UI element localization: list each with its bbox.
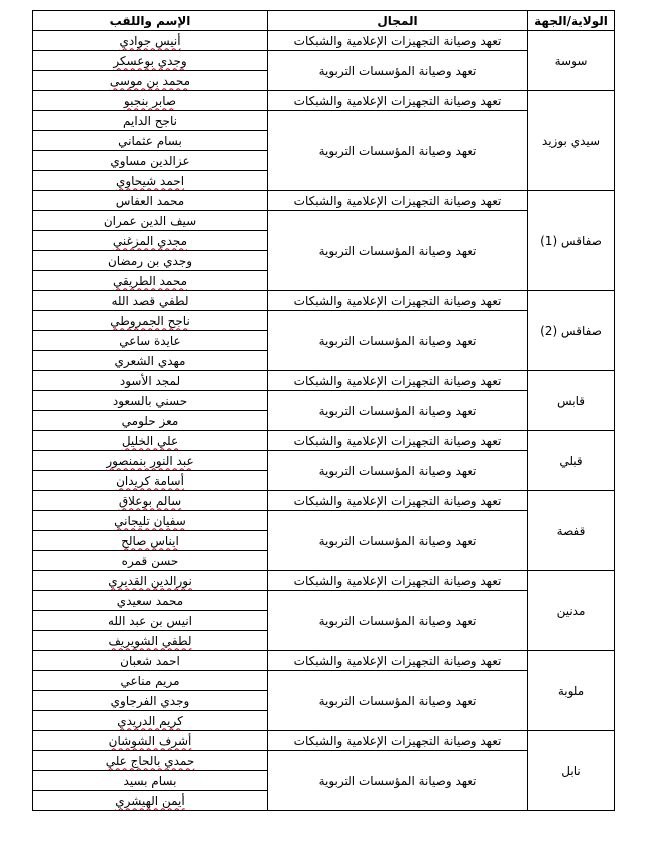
person-name: معز حلومي	[121, 413, 179, 428]
name-cell	[33, 31, 268, 51]
person-name: انيس بن عبد الله	[108, 613, 192, 628]
name-cell	[33, 111, 268, 131]
name-cell	[33, 571, 268, 591]
person-name: احمد شعبان	[120, 653, 180, 668]
person-name: محمد سعيدي	[116, 593, 184, 608]
name-cell	[33, 151, 268, 171]
region-cell: صفاقس (1)	[528, 191, 615, 291]
region-cell: قبلي	[528, 431, 615, 491]
person-name: عبد النور بنمنصور	[106, 453, 194, 468]
table-row	[33, 291, 615, 311]
name-cell	[33, 391, 268, 411]
person-name: ناجح الجمروطي	[110, 313, 190, 328]
field-cell-edu: تعهد وصيانة المؤسسات التربوية	[268, 511, 528, 571]
person-name: لطفي الشويريف	[108, 633, 192, 648]
region-cell: مدنين	[528, 571, 615, 651]
table-row	[33, 451, 615, 471]
person-name: وجدي بوعسكر	[113, 53, 187, 68]
person-name: محمد العفاس	[115, 193, 185, 208]
name-cell	[33, 691, 268, 711]
person-name: أسامة كريدان	[116, 473, 184, 488]
name-cell	[33, 451, 268, 471]
person-name: حمدي بالحاج علي	[105, 753, 195, 768]
name-cell	[33, 551, 268, 571]
name-cell	[33, 611, 268, 631]
person-name: علي الخليل	[121, 433, 179, 448]
table-row	[33, 731, 615, 751]
table-row	[33, 31, 615, 51]
person-name: لطفي قصد الله	[111, 293, 189, 308]
table-row	[33, 571, 615, 591]
region-cell: نابل	[528, 731, 615, 811]
table-row	[33, 511, 615, 531]
name-cell	[33, 371, 268, 391]
field-cell-edu: تعهد وصيانة المؤسسات التربوية	[268, 391, 528, 431]
field-cell-it: تعهد وصيانة التجهيزات الإعلامية والشبكات	[268, 571, 528, 591]
field-cell-it: تعهد وصيانة التجهيزات الإعلامية والشبكات	[268, 731, 528, 751]
person-name: محمد بن موسى	[109, 73, 191, 88]
name-cell	[33, 751, 268, 771]
person-name: عايدة ساعي	[119, 333, 181, 348]
region-cell: صفاقس (2)	[528, 291, 615, 371]
header-name: الإسم واللقب	[33, 11, 268, 31]
table-row	[33, 391, 615, 411]
name-cell	[33, 791, 268, 811]
name-cell	[33, 511, 268, 531]
field-cell-edu: تعهد وصيانة المؤسسات التربوية	[268, 51, 528, 91]
person-name: وجدي بن رمضان	[107, 253, 193, 268]
field-cell-it: تعهد وصيانة التجهيزات الإعلامية والشبكات	[268, 651, 528, 671]
table-row	[33, 651, 615, 671]
field-cell-edu: تعهد وصيانة المؤسسات التربوية	[268, 111, 528, 191]
person-name: احمد شيحاوي	[115, 173, 185, 188]
table-row	[33, 191, 615, 211]
name-cell	[33, 531, 268, 551]
name-cell	[33, 191, 268, 211]
name-cell	[33, 251, 268, 271]
header-row	[33, 11, 615, 31]
name-cell	[33, 291, 268, 311]
table-row	[33, 491, 615, 511]
name-cell	[33, 591, 268, 611]
field-cell-edu: تعهد وصيانة المؤسسات التربوية	[268, 211, 528, 291]
field-cell-edu: تعهد وصيانة المؤسسات التربوية	[268, 591, 528, 651]
region-cell: سيدي بوزيد	[528, 91, 615, 191]
person-name: صابر بنجبو	[123, 93, 177, 108]
person-name: ايناس صالح	[121, 533, 179, 548]
region-cell: ملوبة	[528, 651, 615, 731]
name-cell	[33, 671, 268, 691]
person-name: عزالدين مساوي	[110, 153, 190, 168]
name-cell	[33, 471, 268, 491]
person-name: سالم بوعلاق	[118, 493, 182, 508]
name-cell	[33, 431, 268, 451]
name-cell	[33, 771, 268, 791]
name-cell	[33, 711, 268, 731]
header-region: الولاية/الجهة	[528, 11, 615, 31]
name-cell	[33, 631, 268, 651]
table-row	[33, 51, 615, 71]
person-name: وجدي الفرجاوي	[110, 693, 190, 708]
table-row	[33, 211, 615, 231]
name-cell	[33, 491, 268, 511]
name-cell	[33, 731, 268, 751]
person-name: مهدي الشعري	[114, 353, 186, 368]
person-name: مجدي المزغني	[112, 233, 188, 248]
person-name: أنيس جوادي	[119, 33, 181, 48]
field-cell-it: تعهد وصيانة التجهيزات الإعلامية والشبكات	[268, 31, 528, 51]
person-name: حسني بالسعود	[112, 393, 188, 408]
staff-assignment-table	[32, 10, 615, 811]
person-name: حسن قمره	[121, 553, 179, 568]
name-cell	[33, 211, 268, 231]
person-name: أشرف الشوشان	[108, 733, 192, 748]
name-cell	[33, 351, 268, 371]
region-cell: قابس	[528, 371, 615, 431]
person-name: مريم مناعي	[120, 673, 180, 688]
table-row	[33, 311, 615, 331]
name-cell	[33, 331, 268, 351]
field-cell-edu: تعهد وصيانة المؤسسات التربوية	[268, 671, 528, 731]
table-row	[33, 431, 615, 451]
table-row	[33, 111, 615, 131]
field-cell-edu: تعهد وصيانة المؤسسات التربوية	[268, 451, 528, 491]
field-cell-edu: تعهد وصيانة المؤسسات التربوية	[268, 751, 528, 811]
table-row	[33, 91, 615, 111]
person-name: محمد الطريقي	[112, 273, 188, 288]
region-cell: سوسة	[528, 31, 615, 91]
name-cell	[33, 411, 268, 431]
name-cell	[33, 51, 268, 71]
person-name: كريم الدريدي	[117, 713, 183, 728]
field-cell-it: تعهد وصيانة التجهيزات الإعلامية والشبكات	[268, 291, 528, 311]
header-field: المجال	[268, 11, 528, 31]
table-row	[33, 751, 615, 771]
name-cell	[33, 91, 268, 111]
name-cell	[33, 231, 268, 251]
person-name: بسام بسيد	[123, 773, 177, 788]
person-name: نورالدين القديري	[108, 573, 192, 588]
name-cell	[33, 131, 268, 151]
table-body	[33, 31, 615, 811]
field-cell-it: تعهد وصيانة التجهيزات الإعلامية والشبكات	[268, 431, 528, 451]
name-cell	[33, 171, 268, 191]
person-name: ناجح الدايم	[123, 113, 177, 128]
name-cell	[33, 651, 268, 671]
field-cell-it: تعهد وصيانة التجهيزات الإعلامية والشبكات	[268, 191, 528, 211]
person-name: بسام عثماني	[118, 133, 182, 148]
person-name: أيمن الهيشري	[115, 793, 185, 808]
field-cell-it: تعهد وصيانة التجهيزات الإعلامية والشبكات	[268, 371, 528, 391]
name-cell	[33, 71, 268, 91]
person-name: لمجد الأسود	[119, 373, 181, 388]
name-cell	[33, 271, 268, 291]
field-cell-edu: تعهد وصيانة المؤسسات التربوية	[268, 311, 528, 371]
name-cell	[33, 311, 268, 331]
table-row	[33, 591, 615, 611]
region-cell: قفصة	[528, 491, 615, 571]
table-row	[33, 671, 615, 691]
table-row	[33, 371, 615, 391]
person-name: سفيان تليجاني	[114, 513, 186, 528]
person-name: سيف الدين عمران	[103, 213, 197, 228]
field-cell-it: تعهد وصيانة التجهيزات الإعلامية والشبكات	[268, 491, 528, 511]
field-cell-it: تعهد وصيانة التجهيزات الإعلامية والشبكات	[268, 91, 528, 111]
